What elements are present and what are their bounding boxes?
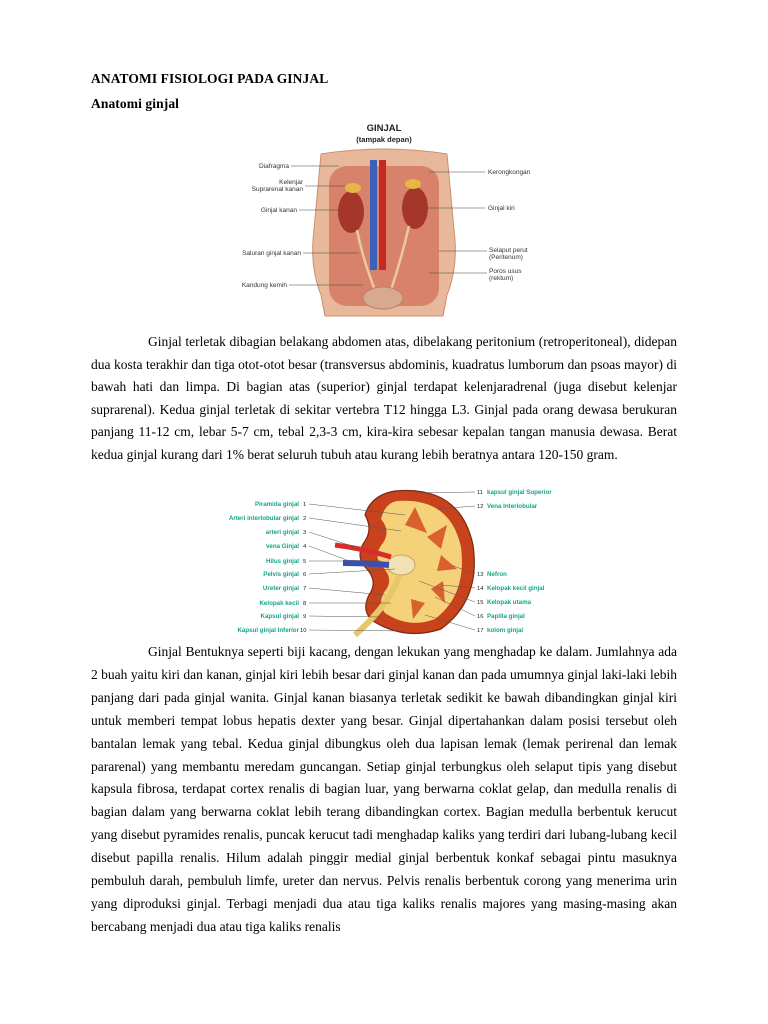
label-hilus-ginjal: Hilus ginjal [265,558,299,565]
label-kelopak-utama: Kelopak utama [487,599,532,606]
label-kelopak-kecil-ginjal: Kelopak kecil ginjal [487,585,545,592]
renal-vein-shape [343,563,389,565]
label-diafragma: Diafragma [259,163,289,170]
label-kerongkongan: Kerongkongan [488,169,531,176]
label-vena-ginjal: vena Ginjal [265,543,299,550]
label-kelenjar: Kelenjar [279,179,303,186]
label-kapsul-ginjal: Kapsul ginjal [260,613,299,620]
number-4: 4 [303,544,307,550]
label-poros-usus: Poros usus [489,268,522,275]
aorta-shape [379,160,386,270]
number-1: 1 [303,502,307,508]
number-8: 8 [303,601,307,607]
label-arteri-interlobular: Arteri interlobular ginjal [228,515,299,522]
number-5: 5 [303,559,307,565]
label-selaput-perut: Selaput perut [489,247,528,254]
kidney-front-view-illustration [229,120,553,326]
paragraph-1: Ginjal terletak dibagian belakang abdomen atas, dibelakang peritonium (retroperitoneal), didepan dua kosta terakhir dan tiga otot-otot besar (transversus abdominis, kuadratus lumborum dan psoas mayor) di bawah hati dan limpa. Di bagian atas (superior) ginjal terdapat kelenjaradrenal (juga disebut kelenjar suprarenal). Kedua ginjal terletak di sekitar vertebra T12 hingga L3. Ginjal pada orang dewasa berukuran panjang 11-12 cm, lebar 5-7 cm, tebal 2,3-3 cm, kira-kira sebesar kepalan tangan manusia dewasa. Berat kedua ginjal kurang dari 1% berat seluruh tubuh atau kurang lebih beratnya antara 120-150 gram. [91,334,677,462]
number-11: 11 [477,490,484,496]
number-12: 12 [477,504,484,510]
label-kapsul-ginjal-inferior: Kapsul ginjal Inferior [237,627,299,634]
label-vena-interlobular: Vena Interlobular [487,503,538,510]
left-kidney-shape [402,187,428,229]
adrenal-left-shape [405,179,421,189]
label-ureter-ginjal: Ureter ginjal [262,585,299,592]
label-piramida-ginjal: Piramida ginjal [254,501,299,508]
number-3: 3 [303,530,307,536]
number-17: 17 [477,628,484,634]
number-15: 15 [477,600,484,606]
number-6: 6 [303,572,307,578]
label-pelvis-ginjal: Pelvis ginjal [263,571,299,578]
document-title: ANATOMI FISIOLOGI PADA GINJAL [91,71,329,86]
number-9: 9 [303,614,307,620]
number-2: 2 [303,516,307,522]
bladder-shape [363,287,403,309]
number-16: 16 [477,614,484,620]
label-rektum: (rektum) [489,275,514,282]
label-arteri-ginjal: arteri ginjal [265,529,299,536]
label-ginjal-kanan: Ginjal kanan [260,207,297,214]
label-peritenum: (Peritenum) [489,254,523,261]
label-kandung-kemih: Kandung kemih [241,282,287,289]
label-suprarenal-kanan: Suprarenal kanan [251,186,303,193]
right-kidney-shape [338,191,364,233]
number-10: 10 [300,628,307,634]
vena-cava-shape [370,160,377,270]
section-heading: Anatomi ginjal [91,96,180,111]
number-13: 13 [477,572,484,578]
number-14: 14 [477,586,484,592]
label-saluran-ginjal-kanan: Saluran ginjal kanan [242,250,301,257]
renal-pelvis-shape [387,555,415,575]
figure1-title: GINJAL [366,123,402,134]
figure1-subtitle: (tampak depan) [356,135,412,144]
number-7: 7 [303,586,307,592]
label-kolom-ginjal: kolom ginjal [487,627,524,634]
label-papilla-ginjal: Papilla ginjal [487,613,525,620]
paragraph-2: Ginjal Bentuknya seperti biji kacang, dengan lekukan yang menghadap ke dalam. Jumlahnya ada 2 buah yaitu kiri dan kanan, ginjal kiri lebih besar dari ginjal kanan dan pada umumnya ginjal laki-laki lebih panjang dari pada ginjal wanita. Ginjal kanan biasanya terletak sedikit ke bawah dibandingkan ginjal kiri untuk memberi tempat lobus hepatis dexter yang besar. Ginjal dipertahankan dalam posisi tersebut oleh bantalan lemak yang tebal. Kedua ginjal dibungkus oleh dua lapisan lemak (lemak perirenal dan lemak pararenal) yang membantu meredam guncangan. Setiap ginjal terbungkus oleh selaput tipis yang disebut kapsula fibrosa, terdapat cortex renalis di bagian luar, yang berwarna coklat gelap, dan medulla renalis di bagian dalam yang berwarna coklat lebih terang dibandingkan cortex. Bagian medulla berbentuk kerucut yang disebut pyramides renalis, puncak kerucut tadi menghadap kaliks yang terdiri dari lubang-lubang kecil disebut papilla renalis. Hilum adalah pinggir medial ginjal berbentuk konkaf sebagai pintu masuknya pembuluh darah, pembuluh limfe, ureter dan nervus. Pelvis renalis berbentuk corong yang menerima urin yang diproduksi ginjal. Terbagi menjadi dua atau tiga kaliks renalis majores yang masing-masing akan bercabang menjadi dua atau tiga kaliks renalis [91,644,677,934]
label-kapsul-ginjal-superior: kapsul ginjal Superior [487,489,552,496]
label-nefron: Nefron [487,571,507,578]
label-ginjal-kiri: Ginjal kiri [488,205,515,212]
adrenal-right-shape [345,183,361,193]
label-kelopak-kecil: Kelopak kecil [259,600,299,607]
kidney-cross-section-illustration [205,485,573,638]
